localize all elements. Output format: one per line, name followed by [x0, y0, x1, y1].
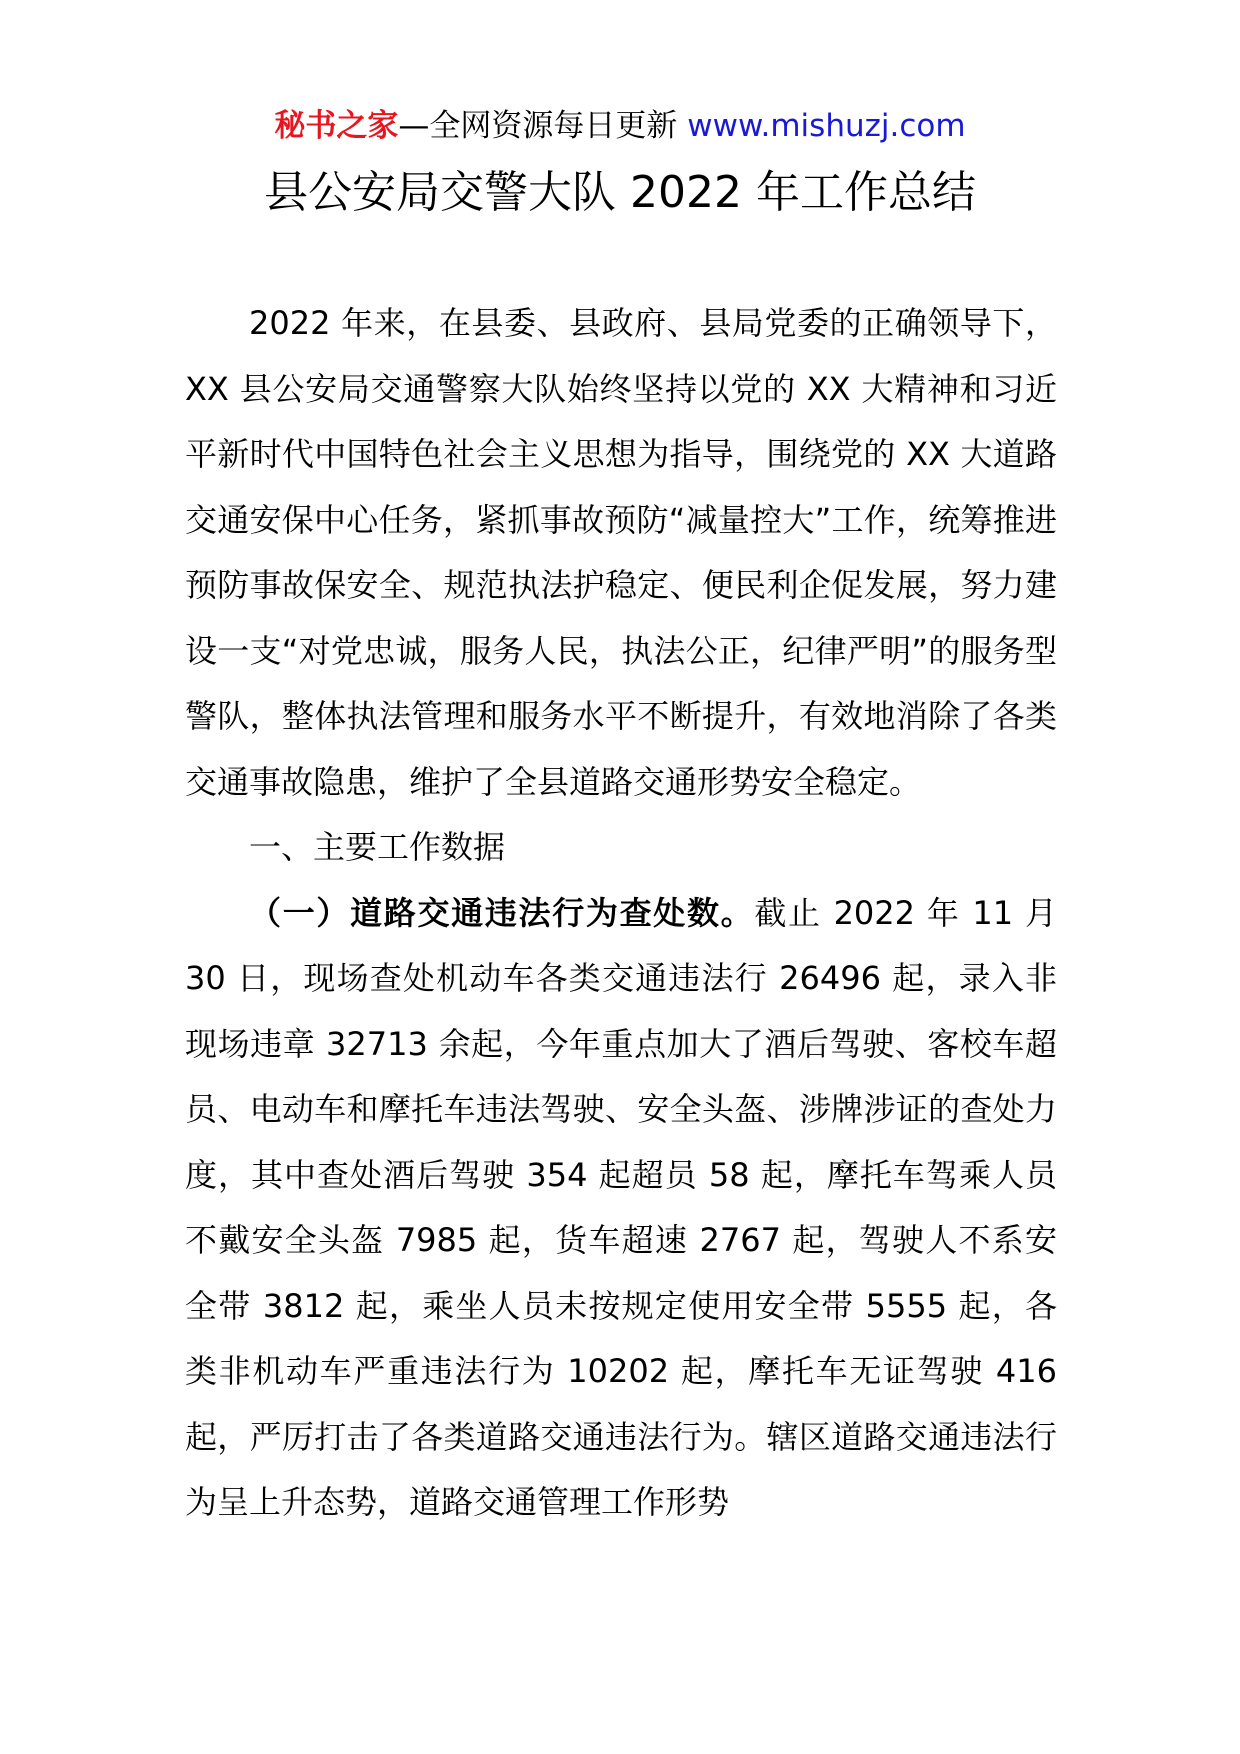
document-body	[185, 291, 1057, 1536]
subsection-violations-heading: （一）道路交通违法行为查处数。	[249, 893, 755, 932]
watermark-brand: 秘书之家	[274, 108, 399, 144]
section-heading-main-data: 一、主要工作数据	[249, 828, 506, 866]
watermark-tagline: —全网资源每日更新	[398, 108, 688, 144]
document-title: 县公安局交警大队 2022 年工作总结	[264, 167, 976, 218]
watermark-url[interactable]: www.mishuzj.com	[687, 108, 966, 144]
subsection-violations-body: 截止 2022 年 11 月 30 日，现场查处机动车各类交通违法行 26496 起，录入非现场违章 32713 余起，今年重点加大了酒后驾驶、客校车超员、电动车和摩托车违法驾驶、安全头盔、涉牌涉证的查处力度，其中查处酒后驾驶 354 起超员 58 起，摩托车驾乘人员不戴安全头盔 7985 起，货车超速 2767 起，驾驶人不系安全带 3812 起，乘坐人员未按规定使用安全带 5555 起，各类非机动车严重违法行为 10202 起，摩托车无证驾驶 416 起，严厉打击了各类道路交通违法行为。辖区道路交通违法行为呈上升态势，道路交通管理工作形势	[185, 893, 1057, 1521]
watermark-header	[0, 103, 1240, 149]
intro-paragraph: 2022 年来，在县委、县政府、县局党委的正确领导下，XX 县公安局交通警察大队始终坚持以党的 XX 大精神和习近平新时代中国特色社会主义思想为指导，围绕党的 XX 大道路交通安保中心任务，紧抓事故预防“减量控大”工作，统筹推进预防事故保安全、规范执法护稳定、便民利企促发展，努力建设一支“对党忠诚，服务人民，执法公正，纪律严明”的服务型警队，整体执法管理和服务水平不断提升，有效地消除了各类交通事故隐患，维护了全县道路交通形势安全稳定。	[185, 304, 1057, 801]
subsection-violations-paragraph	[185, 881, 1057, 1536]
